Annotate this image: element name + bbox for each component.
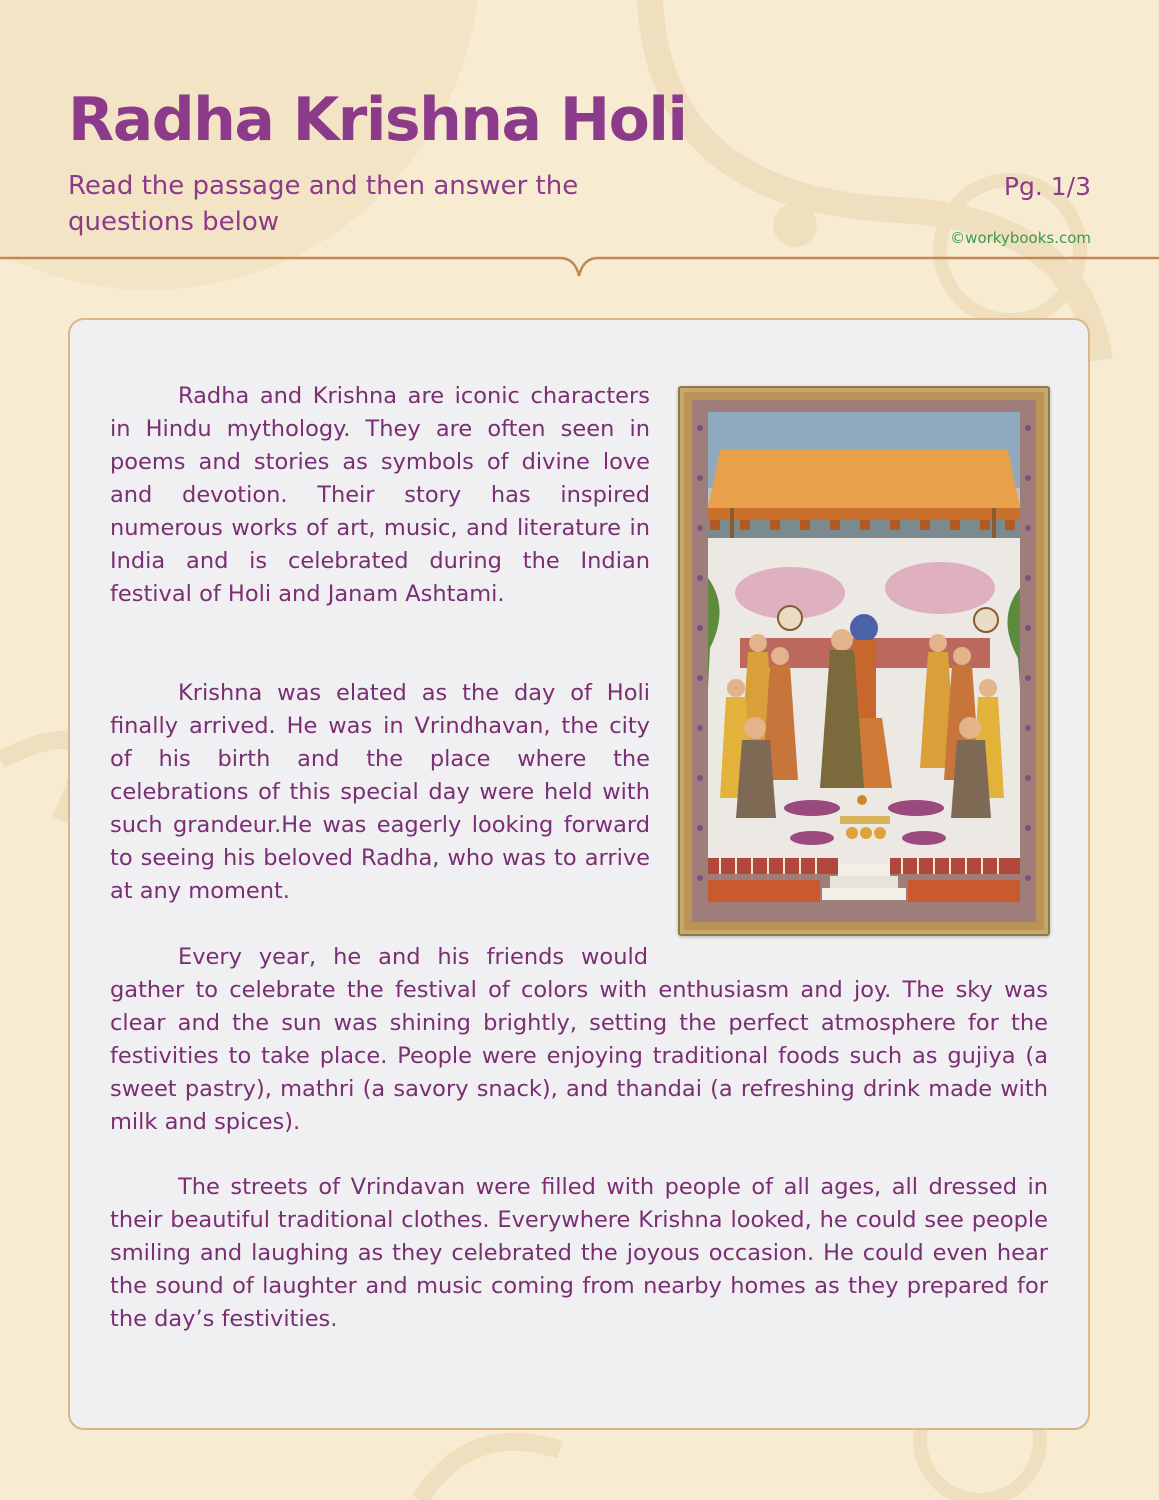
passage-panel bbox=[68, 318, 1090, 1430]
passage-paragraph-4: The streets of Vrindavan were filled with people of all ages, all dressed in their beautiful traditional clothes. Everywhere Krishna looked, he could see people smiling and laughing as they celebrated the joyous occasion. He could even hear the sound of laughter and music coming from nearby homes as they prepared for the day’s festivities. bbox=[110, 1174, 1048, 1332]
header-divider bbox=[0, 250, 1159, 290]
worksheet-header bbox=[0, 0, 1159, 290]
page-number: Pg. 1/3 bbox=[1003, 172, 1091, 201]
passage-paragraph-2: Krishna was elated as the day of Holi finally arrived. He was in Vrindhavan, the city of his birth and the place where the celebrations of this special day were held with such grandeur.He was eagerly looking forward to seeing his beloved Radha, who was to arrive at any moment. bbox=[110, 680, 650, 904]
holi-painting-image bbox=[678, 386, 1050, 936]
instructions: Read the passage and then answer the questions below bbox=[68, 171, 579, 237]
passage-paragraph-1: Radha and Krishna are iconic characters in Hindu mythology. They are often seen in poems and stories as symbols of divine love and devotion. Their story has inspired numerous works of art, music, and literature in India and is celebrated during the Indian festival of Holi and Janam Ashtami. bbox=[110, 383, 650, 607]
passage-paragraph-3 bbox=[110, 941, 1048, 1139]
passage-paragraph-3-text: Every year, he and his friends would gather to celebrate the festival of colors with enthusiasm and joy. The sky was clear and the sun was shining brightly, setting the perfect atmosphere for the festivities to take place. People were enjoying traditional foods such as gujiya (a sweet pastry), mathri (a savory snack), and thandai (a refreshing drink made with milk and spices). bbox=[110, 944, 1048, 1135]
page-title: Radha Krishna Holi bbox=[68, 85, 687, 155]
copyright-credit: ©workybooks.com bbox=[950, 229, 1091, 247]
